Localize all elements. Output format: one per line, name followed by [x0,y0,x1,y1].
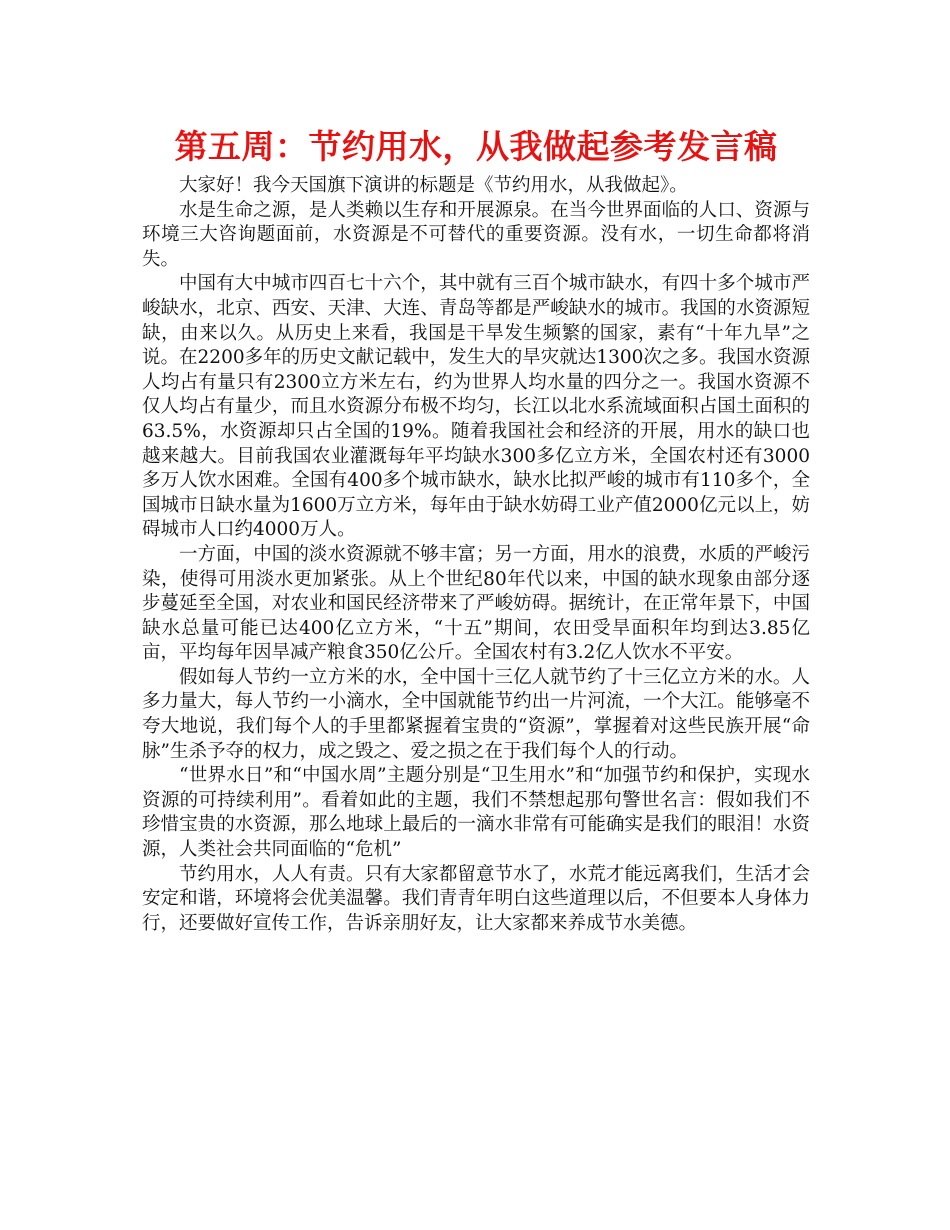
paragraph-water-day-theme: “世界水日”和“中国水周”主题分别是“卫生用水”和“加强节约和保护，实现水资源的可持续利用”。看着如此的主题，我们不禁想起那句警世名言：假如我们不珍惜宝贵的水资源，那么地球上最后的一滴水非常有可能确实是我们的眼泪！水资源，人类社会共同面临的“危机” [142,765,810,861]
paragraph-greeting: 大家好！我今天国旗下演讲的标题是《节约用水，从我做起》。 [179,175,688,196]
paragraph-water-source-of-life: 水是生命之源，是人类赖以生存和开展源泉。在当今世界面临的人口、资源与环境三大咨询题面前，水资源是不可替代的重要资源。没有水，一切生命都将消失。 [142,199,810,270]
paragraph-pollution-and-waste: 一方面，中国的淡水资源就不够丰富；另一方面，用水的浪费，水质的严峻污染，使得可用淡水更加紧张。从上个世纪80年代以来，中国的缺水现象由部分逐步蔓延至全国，对农业和国民经济带来了严峻妨碍。据统计，在正常年景下，中国缺水总量可能已达400亿立方米，“十五”期间，农田受旱面积年均到达3.85亿亩，平均每年因旱减产粮食350亿公斤。全国农村有3.2亿人饮水不平安。 [142,543,810,664]
paragraph-conclusion: 节约用水，人人有责。只有大家都留意节水了，水荒才能远离我们，生活才会安定和谐，环境将会优美温馨。我们青青年明白这些道理以后，不但要本人身体力行，还要做好宣传工作，告诉亲朋好友，让大家都来养成节水美德。 [142,863,810,934]
document-title: 第五周：节约用水，从我做起参考发言稿 [174,127,778,166]
paragraph-water-shortage-facts: 中国有大中城市四百七十六个，其中就有三百个城市缺水，有四十多个城市严峻缺水，北京、西安、天津、大连、青岛等都是严峻缺水的城市。我国的水资源短缺，由来以久。从历史上来看，我国是干旱发生频繁的国家，素有“十年九旱”之说。在2200多年的历史文献记载中，发生大的旱灾就达1300次之多。我国水资源人均占有量只有2300立方米左右，约为世界人均水量的四分之一。我国水资源不仅人均占有量少，而且水资源分布极不均匀，长江以北水系流域面积占国土面积的63.5%，水资源却只占全国的19%。随着我国社会和经济的开展，用水的缺口也越来越大。目前我国农业灌溉每年平均缺水300多亿立方米，全国农村还有3000多万人饮水困难。全国有400多个城市缺水，缺水比拟严峻的城市有110多个，全国城市日缺水量为1600万立方米，每年由于缺水妨碍工业产值2000亿元以上，妨碍城市人口约4000万人。 [142,273,810,541]
paragraph-everyone-saves: 假如每人节约一立方米的水，全中国十三亿人就节约了十三亿立方米的水。人多力量大，每人节约一小滴水，全中国就能节约出一片河流，一个大江。能够毫不夸大地说，我们每个人的手里都紧握着宝贵的“资源”，掌握着对这些民族开展“命脉”生杀予夺的权力，成之毁之、爱之损之在于我们每个人的行动。 [142,666,810,762]
document-page [142,122,810,936]
